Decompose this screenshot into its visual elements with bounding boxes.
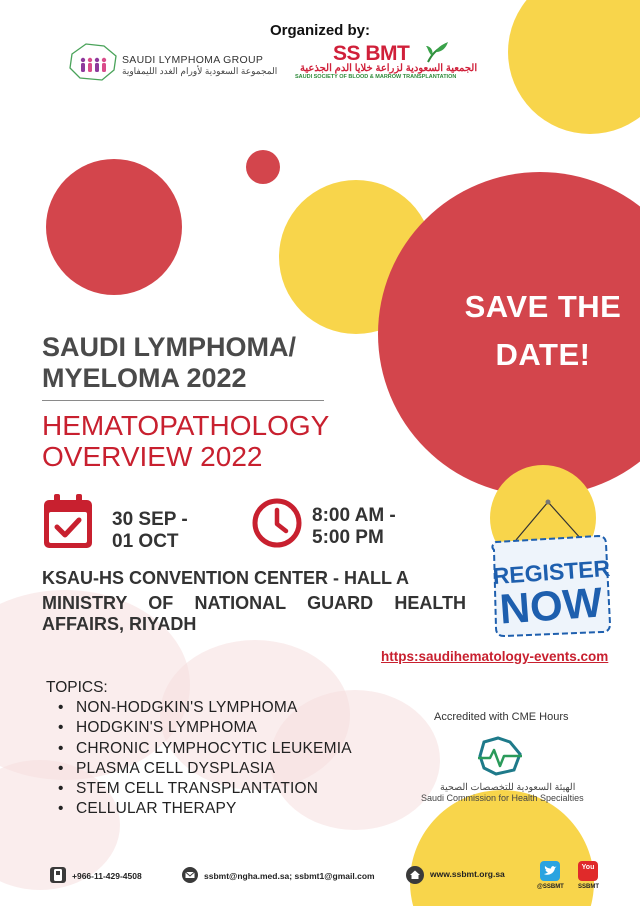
clock-icon [250,496,304,550]
leaf-icon [424,40,450,64]
slg-name-arabic: المجموعة السعودية لأورام الغدد الليمفاوية [122,66,278,76]
topic-item: • CHRONIC LYMPHOCYTIC LEUKEMIA [58,739,352,759]
registration-link[interactable]: https:saudihematology-events.com [381,649,609,664]
register-line1: REGISTER [491,554,611,590]
twitter-handle: @SSBMT [537,884,564,890]
topics-list [58,698,352,820]
venue-line3: AFFAIRS, RIYADH [42,614,197,634]
event-title-line2: MYELOMA 2022 [42,363,247,393]
slg-name: SAUDI LYMPHOMA GROUP [122,54,264,66]
event-time [312,505,396,549]
saudi-lymphoma-group-logo [66,40,122,84]
accreditation-text: Accredited with CME Hours [434,711,569,723]
event-date-line2: 01 OCT [112,531,179,552]
venue-line2: MINISTRY OF NATIONAL GUARD HEALTH [42,593,466,613]
youtube-handle: SSBMT [578,884,599,890]
title-divider [42,400,324,401]
decorative-circle-yellow-bottom [410,790,594,906]
twitter-icon[interactable] [540,861,560,881]
calendar-icon [42,492,94,550]
ssbmt-name-english: SAUDI SOCIETY OF BLOOD & MARROW TRANSPLANTATION [295,74,457,80]
topic-item: • CELLULAR THERAPY [58,799,352,819]
event-title-line1: SAUDI LYMPHOMA/ [42,332,297,362]
topics-heading: TOPICS: [46,679,108,696]
scfhs-logo [474,734,526,778]
topic-item: • HODGKIN'S LYMPHOMA [58,718,352,738]
event-time-line2: 5:00 PM [312,527,384,548]
home-icon [406,866,424,884]
event-subtitle [42,410,329,472]
youtube-icon-label: You [581,864,595,871]
scfhs-name-arabic: الهيئة السعودية للتخصصات الصحية [440,782,576,793]
decorative-circle-yellow [508,0,640,134]
event-title [42,332,296,394]
phone-icon [50,867,66,883]
scfhs-name: Saudi Commission for Health Specialties [421,793,584,803]
topic-item: • STEM CELL TRANSPLANTATION [58,779,352,799]
event-date [112,509,188,553]
save-the-date-banner [448,283,638,379]
register-line2: NOW [498,578,604,633]
event-subtitle-line2: OVERVIEW 2022 [42,441,263,472]
youtube-icon[interactable] [578,861,598,881]
email-icon [182,867,198,883]
ssbmt-name: SS BMT [333,42,410,65]
event-date-line1: 30 SEP - [112,509,188,530]
footer-email[interactable]: ssbmt@ngha.med.sa; ssbmt1@gmail.com [204,871,375,881]
footer-phone: +966-11-429-4508 [72,871,142,881]
organized-by-label: Organized by: [269,22,370,39]
event-subtitle-line1: HEMATOPATHOLOGY [42,410,330,441]
decorative-circle-red-small [46,159,182,295]
topic-item: • NON-HODGKIN'S LYMPHOMA [58,698,352,718]
ssbmt-name-arabic: الجمعية السعودية لزراعة خلايا الدم الجذعية [300,63,478,74]
save-line1: SAVE THE [464,289,622,324]
save-line2: DATE! [495,337,591,372]
decorative-dot-red [246,150,280,184]
event-time-line1: 8:00 AM - [312,505,396,526]
venue-line1: KSAU-HS CONVENTION CENTER - HALL A [42,568,410,588]
register-now-badge[interactable] [486,496,616,642]
footer-website[interactable]: www.ssbmt.org.sa [430,869,505,879]
topic-item: • PLASMA CELL DYSPLASIA [58,759,352,779]
